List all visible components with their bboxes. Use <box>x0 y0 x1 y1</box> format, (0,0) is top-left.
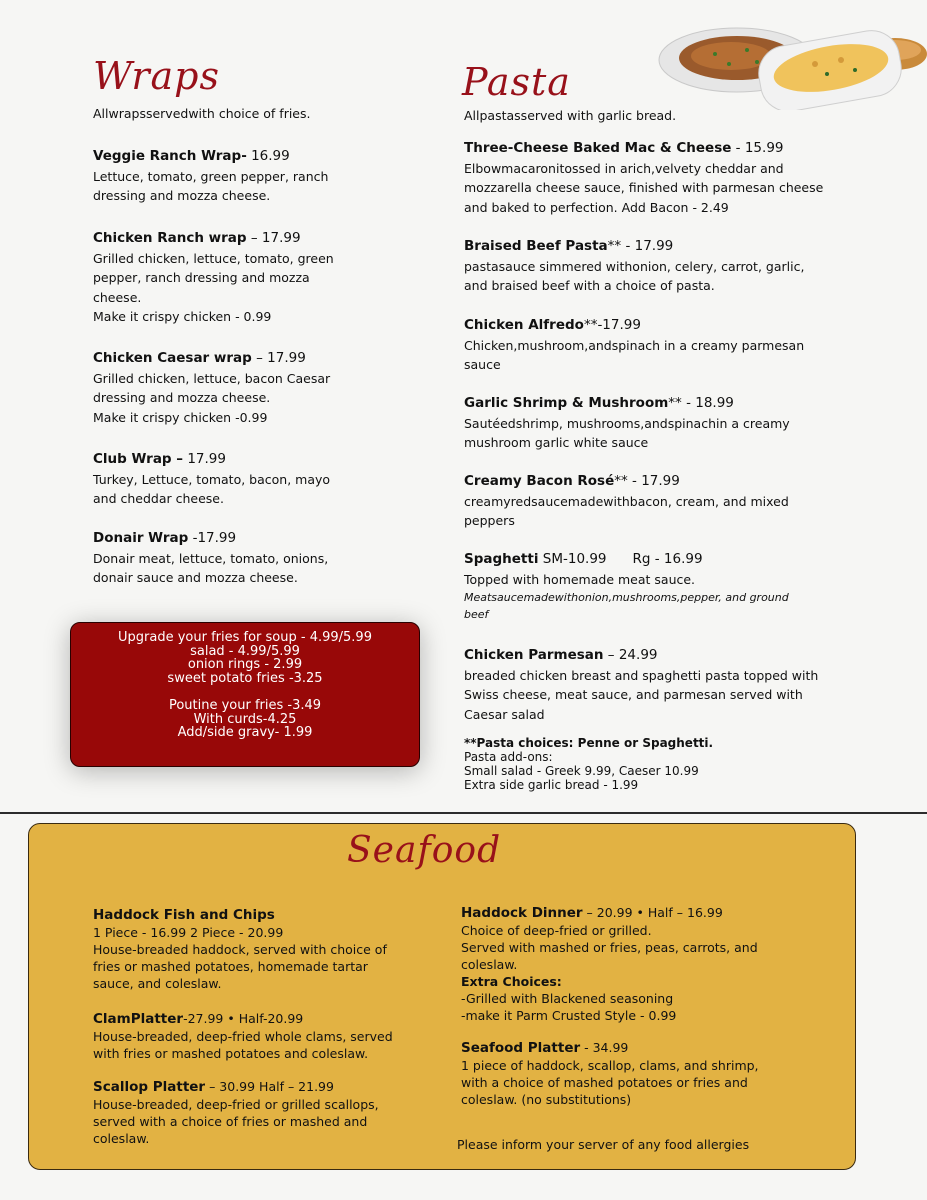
section-divider <box>0 812 927 814</box>
upgrade-line: onion rings - 2.99 <box>187 657 303 672</box>
upgrade-line: Upgrade your fries for soup - 4.99/5.99 <box>118 630 372 645</box>
pasta-item-mac-cheese: Three-Cheese Baked Mac & Cheese - 15.99 Elbowmacaronitossed in arich,velvety cheddar and mozzarella cheese sauce, finished with parmesan cheese and baked to perfection. Add Bacon - 2.49 <box>464 140 824 215</box>
upgrade-line: sweet potato fries -3.25 <box>167 670 323 686</box>
pasta-heading: Pasta <box>462 60 571 104</box>
wrap-item-chicken-caesar: Chicken Caesar wrap – 17.99 Grilled chicken, lettuce, bacon Caesar dressing and mozza cheese. Make it crispy chicken -0.99 <box>93 350 331 425</box>
wrap-item-veggie-ranch: Veggie Ranch Wrap- 16.99 Lettuce, tomato, green pepper, ranch dressing and mozza cheese. <box>93 148 329 203</box>
seafood-item-clam-platter: ClamPlatter-27.99 • Half-20.99 House-breaded, deep-fried whole clams, served with fries or mashed potatoes and coleslaw. <box>93 1011 393 1061</box>
allergy-note: Please inform your server of any food allergies <box>457 1137 750 1152</box>
upgrade-line: salad - 4.99/5.99 <box>190 643 300 659</box>
pasta-item-garlic-shrimp: Garlic Shrimp & Mushroom** - 18.99 Sautéedshrimp, mushrooms,andspinachin a creamy mushroom garlic white sauce <box>464 395 790 450</box>
pasta-choices: **Pasta choices: Penne or Spaghetti. Pasta add-ons: Small salad - Greek 9.99, Caeser 10.99 Extra side garlic bread - 1.99 <box>464 736 714 792</box>
pasta-item-spaghetti: Spaghetti SM-10.99 Rg - 16.99 Topped with homemade meat sauce. Meatsaucemadewithonion,mushrooms,pepper, and ground beef <box>464 551 789 621</box>
pasta-dishes-photo <box>655 14 927 110</box>
poutine-line: Poutine your fries -3.49 <box>168 698 322 713</box>
seafood-heading: Seafood <box>347 830 502 871</box>
wrap-item-club: Club Wrap – 17.99 Turkey, Lettuce, tomato, bacon, mayo and cheddar cheese. <box>93 451 331 506</box>
seafood-item-haddock-fish-chips: Haddock Fish and Chips 1 Piece - 16.99 2 Piece - 20.99 House-breaded haddock, served with choice of fries or mashed potatoes, homemade tartar sauce, and coleslaw. <box>93 907 387 991</box>
wrap-item-chicken-ranch: Chicken Ranch wrap – 17.99 Grilled chicken, lettuce, tomato, green pepper, ranch dressing and mozza cheese. Make it crispy chicken - 0.99 <box>93 230 334 324</box>
pasta-item-chicken-parmesan: Chicken Parmesan – 24.99 breaded chicken breast and spaghetti pasta topped with Swiss cheese, meat sauce, and parmesan served with Caesar salad <box>464 647 819 722</box>
fries-upgrade-box <box>70 622 420 767</box>
poutine-line: Add/side gravy- 1.99 <box>177 725 313 740</box>
pasta-item-chicken-alfredo: Chicken Alfredo**-17.99 Chicken,mushroom,andspinach in a creamy parmesan sauce <box>464 317 805 372</box>
seafood-item-haddock-dinner: Haddock Dinner – 20.99 • Half – 16.99 Choice of deep-fried or grilled. Served with mashed or fries, peas, carrots, and coleslaw. Extra Choices: -Grilled with Blackened seasoning -make it Parm Crusted Style - 0.99 <box>461 905 758 1023</box>
wraps-intro: Allwrapsservedwith choice of fries. <box>93 106 311 121</box>
pasta-intro: Allpastasserved with garlic bread. <box>464 108 677 123</box>
pasta-item-braised-beef: Braised Beef Pasta** - 17.99 pastasauce simmered withonion, celery, carrot, garlic, and braised beef with a choice of pasta. <box>464 238 805 293</box>
wrap-item-donair: Donair Wrap -17.99 Donair meat, lettuce, tomato, onions, donair sauce and mozza cheese. <box>93 530 329 585</box>
wraps-heading: Wraps <box>93 54 220 98</box>
seafood-item-seafood-platter: Seafood Platter - 34.99 1 piece of haddock, scallop, clams, and shrimp, with a choice of mashed potatoes or fries and coleslaw. (no substitutions) <box>461 1040 759 1107</box>
seafood-item-scallop-platter: Scallop Platter – 30.99 Half – 21.99 House-breaded, deep-fried or grilled scallops, served with a choice of fries or mashed and coleslaw. <box>93 1079 379 1146</box>
poutine-line: With curds-4.25 <box>193 711 297 727</box>
pasta-item-creamy-bacon-rose: Creamy Bacon Rosé** - 17.99 creamyredsaucemadewithbacon, cream, and mixed peppers <box>464 473 789 528</box>
